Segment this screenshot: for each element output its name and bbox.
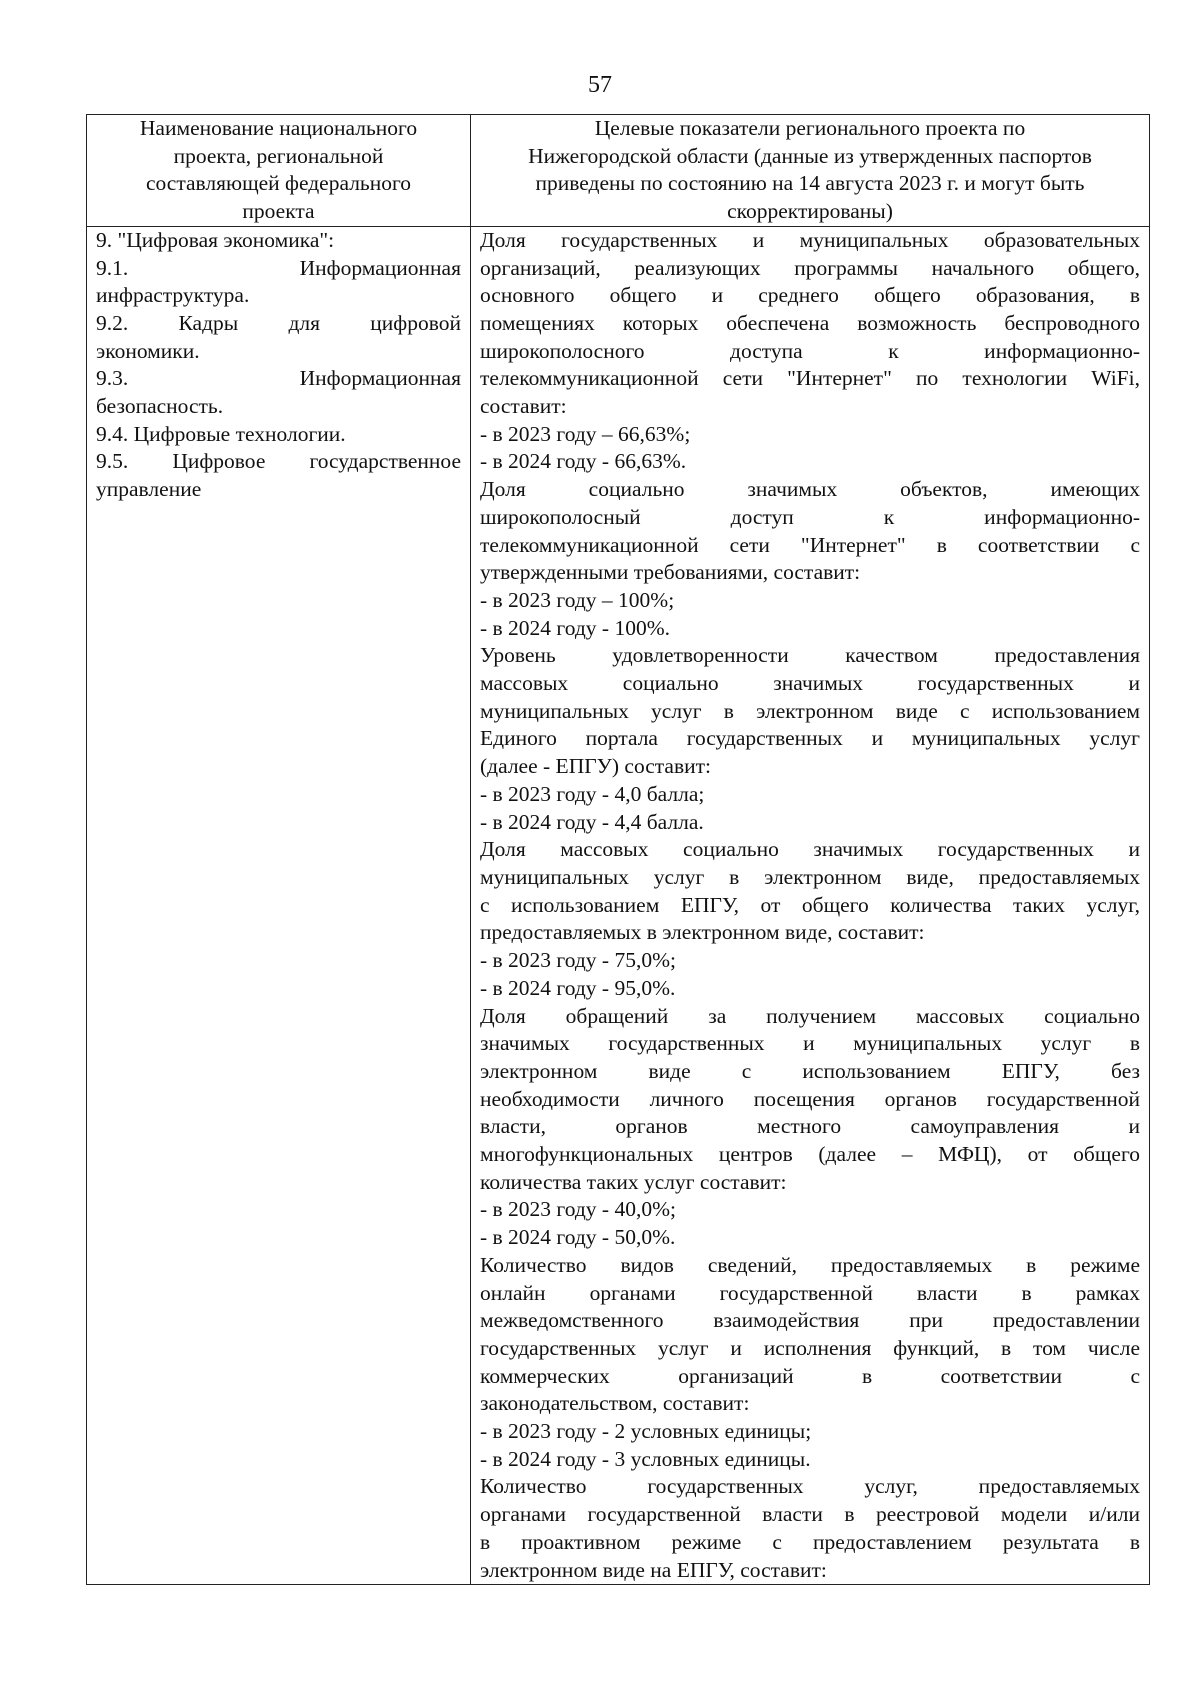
indicator-text-line: с использованием ЕПГУ, от общего количества таких услуг, <box>480 892 1140 917</box>
indicator-text-line: предоставляемых в электронном виде, составит: <box>480 920 925 945</box>
indicator-text-line: в проактивном режиме с предоставлением результата в <box>480 1529 1140 1554</box>
indicator-text-line: составит: <box>480 394 567 419</box>
indicator-text-line: - в 2024 году - 66,63%. <box>480 449 687 474</box>
indicator-text-line: - в 2024 году - 50,0%. <box>480 1225 676 1250</box>
indicator-text-line: количества таких услуг составит: <box>480 1169 787 1194</box>
indicator-text-line: (далее - ЕПГУ) составит: <box>480 754 711 779</box>
indicator-text-line: значимых государственных и муниципальных услуг в <box>480 1031 1140 1056</box>
indicator-text-line: - в 2024 году - 95,0%. <box>480 975 676 1000</box>
indicator-text-line: - в 2024 году - 3 условных единицы. <box>480 1446 811 1471</box>
indicator-text-line: Количество видов сведений, предоставляемых в режиме <box>480 1252 1140 1277</box>
indicator-text-line: утвержденными требованиями, составит: <box>480 560 861 585</box>
indicator-text-line: муниципальных услуг в электронном виде с использованием <box>480 698 1140 723</box>
indicators-table <box>86 114 1150 1585</box>
header-left-line: составляющей федерального <box>145 171 412 196</box>
indicator-text-line: основного общего и среднего общего образования, в <box>480 283 1140 308</box>
header-left-line: Наименование национального <box>139 116 418 140</box>
indicator-text-line: помещениях которых обеспечена возможность беспроводного <box>480 310 1140 335</box>
indicator-text-line: - в 2024 году - 100%. <box>480 615 670 640</box>
indicator-text-line: - в 2023 году - 40,0%; <box>480 1197 676 1222</box>
table-header-row <box>87 115 1150 227</box>
indicator-text-line: - в 2023 году - 4,0 балла; <box>480 781 705 806</box>
project-component-line: управление <box>96 477 202 502</box>
project-component-line: 9.5. Цифровое государственное <box>96 449 461 474</box>
indicator-text-line: - в 2023 году - 2 условных единицы; <box>480 1419 812 1444</box>
indicator-text-line: организаций, реализующих программы начального общего, <box>480 255 1140 280</box>
header-target-indicators <box>471 115 1150 227</box>
header-right-line: Целевые показатели регионального проекта по <box>594 116 1026 140</box>
project-component-line: 9. "Цифровая экономика": <box>96 227 335 252</box>
page-number: 57 <box>588 72 612 98</box>
indicator-text-line: Количество государственных услуг, предоставляемых <box>480 1474 1140 1499</box>
indicator-text-line: широкополосный доступ к информационно- <box>480 504 1140 529</box>
project-component-line: 9.2. Кадры для цифровой <box>96 310 461 335</box>
header-left-line: проекта, региональной <box>173 143 384 168</box>
indicator-text-line: электронном виде с использованием ЕПГУ, без <box>480 1058 1140 1083</box>
indicator-text-line: Доля массовых социально значимых государственных и <box>480 837 1140 862</box>
header-right-line: приведены по состоянию на 14 августа 2023 г. и могут быть <box>535 171 1085 196</box>
project-component-line: экономики. <box>96 338 200 363</box>
target-indicators-cell <box>471 226 1150 1584</box>
indicator-text-line: власти, органов местного самоуправления и <box>480 1114 1140 1139</box>
indicator-text-line: необходимости личного посещения органов государственной <box>480 1086 1140 1111</box>
indicator-text-line: - в 2023 году - 75,0%; <box>480 948 676 973</box>
indicator-text-line: телекоммуникационной сети "Интернет" в соответствии с <box>480 532 1140 557</box>
indicator-text-line: органами государственной власти в реестровой модели и/или <box>480 1502 1140 1527</box>
indicator-text-line: телекоммуникационной сети "Интернет" по технологии WiFi, <box>480 366 1140 391</box>
indicator-text-line: многофункциональных центров (далее – МФЦ), от общего <box>480 1142 1140 1167</box>
indicator-text-line: широкополосного доступа к информационно- <box>480 338 1140 363</box>
indicator-text-line: Доля обращений за получением массовых социально <box>480 1003 1140 1028</box>
indicator-text-line: государственных услуг и исполнения функций, в том числе <box>480 1335 1140 1360</box>
indicator-text-line: массовых социально значимых государственных и <box>480 671 1140 696</box>
indicator-text-line: Единого портала государственных и муниципальных услуг <box>480 726 1140 751</box>
project-component-line: инфраструктура. <box>96 283 250 308</box>
indicator-text-line: Доля государственных и муниципальных образовательных <box>480 227 1140 252</box>
project-component-line: безопасность. <box>96 394 224 419</box>
project-components-cell <box>87 226 471 1584</box>
indicator-text-line: муниципальных услуг в электронном виде, предоставляемых <box>480 864 1140 889</box>
project-component-line: 9.1. Информационная <box>96 255 461 280</box>
indicator-text-line: Доля социально значимых объектов, имеющих <box>480 477 1140 502</box>
indicator-text-line: электронном виде на ЕПГУ, составит: <box>480 1557 827 1582</box>
header-project-name <box>87 115 471 227</box>
indicator-text-line: - в 2023 году – 100%; <box>480 587 675 612</box>
table-row <box>87 226 1150 1584</box>
indicator-text-line: - в 2024 году - 4,4 балла. <box>480 809 704 834</box>
header-left-line: проекта <box>242 199 315 224</box>
indicator-text-line: законодательством, составит: <box>480 1391 750 1416</box>
header-right-line: Нижегородской области (данные из утвержденных паспортов <box>528 143 1092 168</box>
project-component-line: 9.4. Цифровые технологии. <box>96 421 346 446</box>
indicator-text-line: Уровень удовлетворенности качеством предоставления <box>480 643 1140 668</box>
indicator-text-line: межведомственного взаимодействия при предоставлении <box>480 1308 1140 1333</box>
indicator-text-line: - в 2023 году – 66,63%; <box>480 421 691 446</box>
header-right-line: скорректированы) <box>727 199 893 224</box>
project-component-line: 9.3. Информационная <box>96 366 461 391</box>
indicator-text-line: онлайн органами государственной власти в рамках <box>480 1280 1140 1305</box>
indicator-text-line: коммерческих организаций в соответствии с <box>480 1363 1140 1388</box>
